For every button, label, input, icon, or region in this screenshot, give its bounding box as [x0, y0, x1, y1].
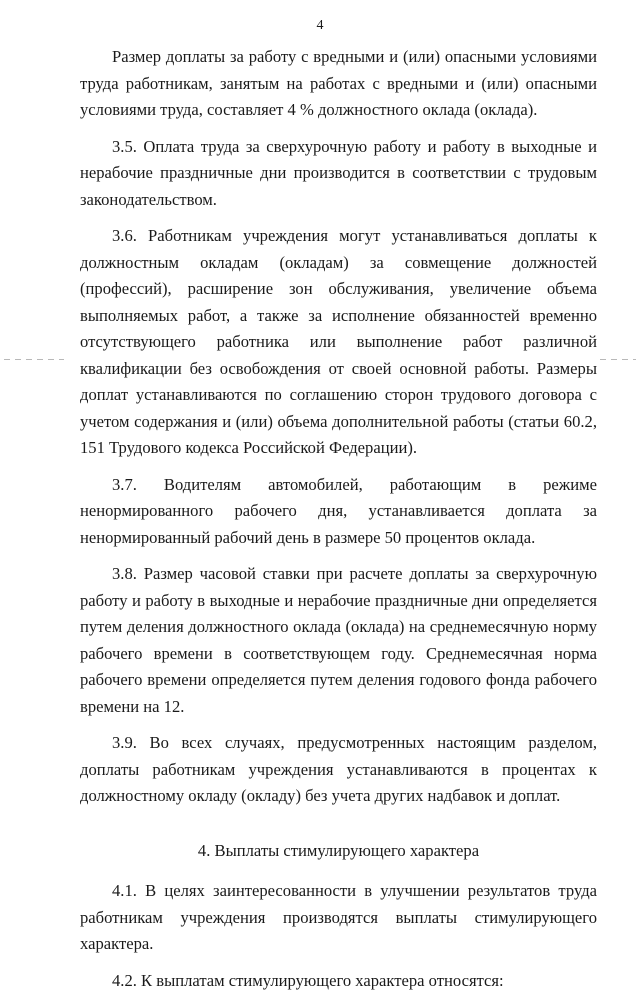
document-body: [80, 44, 597, 1004]
scan-artifact-line: [4, 359, 64, 360]
paragraph-hazard-pay: Размер доплаты за работу с вредными и (или) опасными условиями труда работникам, занятым на работах с вредными и (или) опасными условиями труда, составляет 4 % должностного оклада (оклада).: [80, 47, 597, 119]
section-heading: 4. Выплаты стимулирующего характера: [197, 840, 480, 860]
scan-artifact-line: [600, 359, 636, 360]
paragraph-3-9: 3.9. Во всех случаях, предусмотренных настоящим разделом, доплаты работникам учреждения устанавливаются в процентах к должностному окладу (окладу) без учета других надбавок и доплат.: [80, 733, 597, 805]
paragraph-3-5: 3.5. Оплата труда за сверхурочную работу и работу в выходные и нерабочие праздничные дни производится в соответствии с трудовым законодательством.: [80, 136, 597, 209]
paragraph-4-2: 4.2. К выплатам стимулирующего характера относятся:: [112, 970, 504, 990]
paragraph-3-8: 3.8. Размер часовой ставки при расчете доплаты за сверхурочную работу и работу в выходные и нерабочие праздничные дни определяется путем деления должностного оклада (оклада) на среднемесячную норму рабочего времени в соответствующем году. Среднемесячная норма рабочего времени определяется путем деления годового фонда рабочего времени на 12.: [80, 564, 597, 716]
paragraph-3-6: 3.6. Работникам учреждения могут устанавливаться доплаты к должностным окладам (окладам) за совмещение должностей (профессий), расширение зон обслуживания, увеличение объема выполняемых работ, а также за исполнение обязанностей временно отсутствующего работника или выполнение работ различной квалификации без освобождения от своей основной работы. Размеры доплат устанавливаются по соглашению сторон трудового договора с учетом содержания и (или) объема дополнительной работы (статьи 60.2, 151 Трудового кодекса Российской Федерации).: [80, 226, 597, 457]
page-number: 4: [316, 18, 324, 33]
paragraph-3-7: 3.7. Водителям автомобилей, работающим в режиме ненормированного рабочего дня, устанавливается доплата за ненормированный рабочий день в размере 50 процентов оклада.: [80, 474, 597, 547]
paragraph-4-1: 4.1. В целях заинтересованности в улучшении результатов труда работникам учреждения производятся выплаты стимулирующего характера.: [80, 881, 597, 953]
